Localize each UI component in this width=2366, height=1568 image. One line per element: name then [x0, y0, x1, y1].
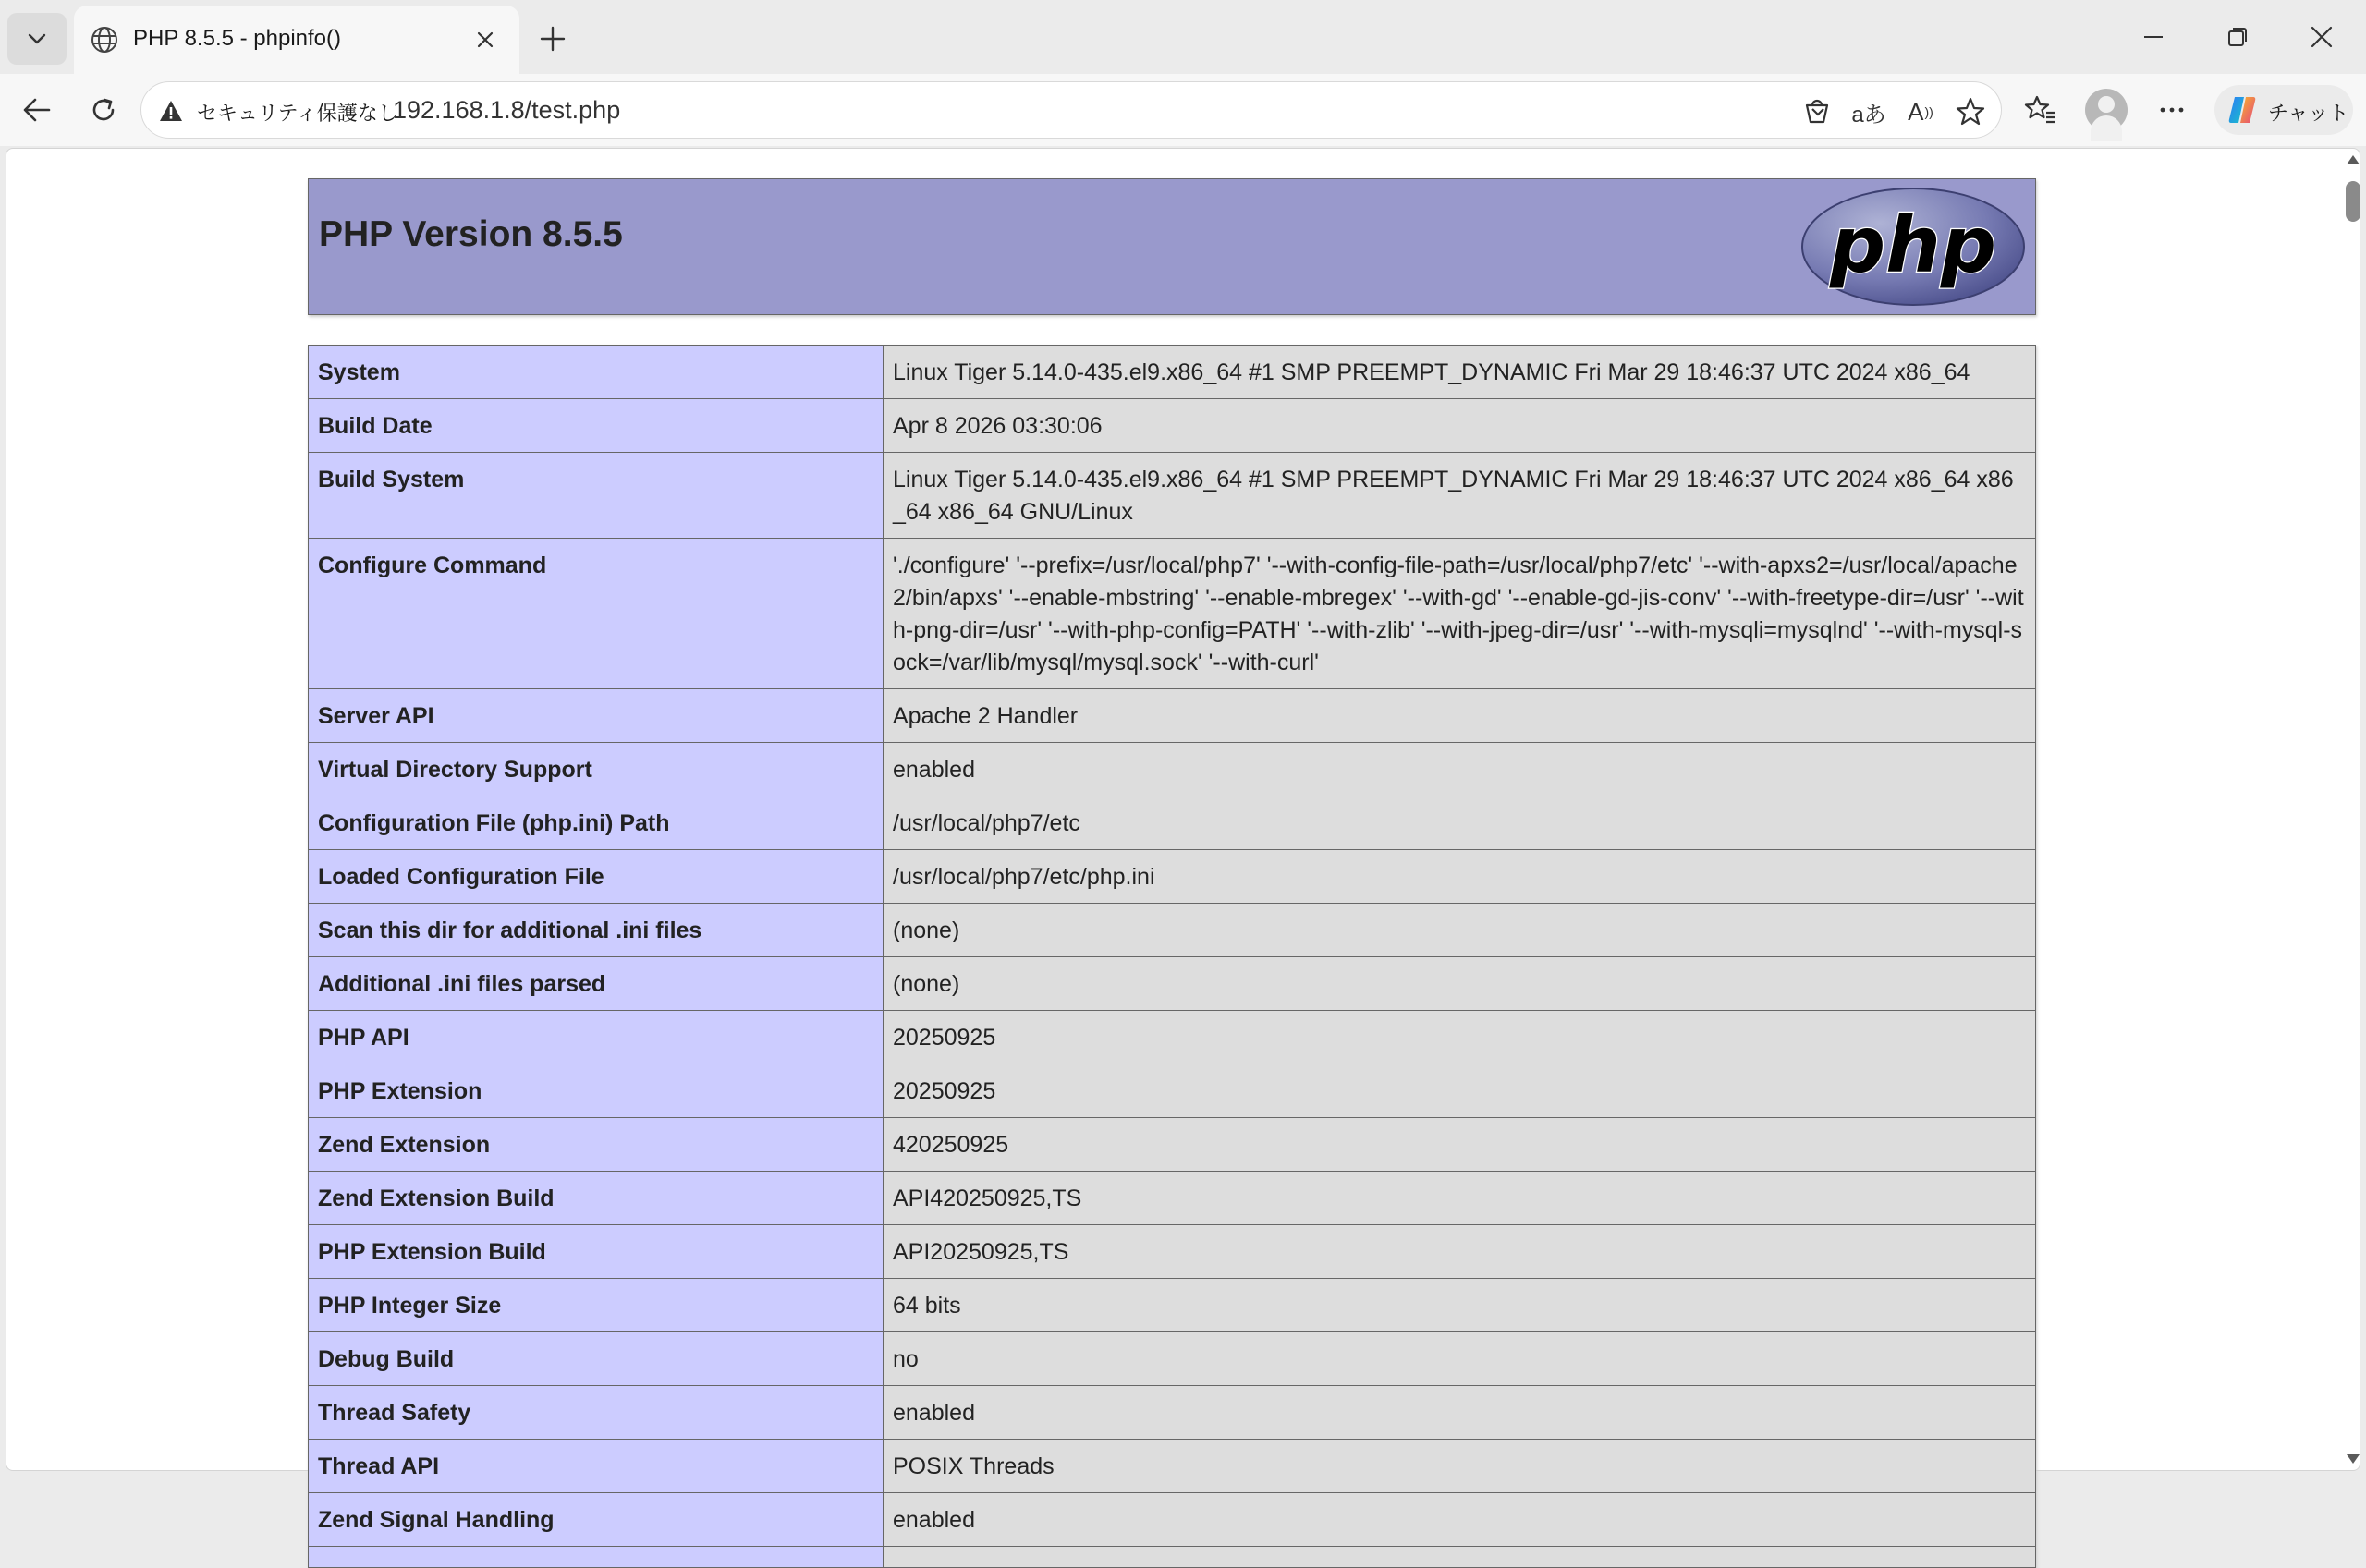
- minimize-icon: [2142, 26, 2165, 48]
- row-label: System: [309, 346, 884, 399]
- row-value: /usr/local/php7/etc/php.ini: [884, 850, 2036, 904]
- table-row: [309, 539, 2036, 689]
- table-row: [309, 1493, 2036, 1547]
- row-value: Apache 2 Handler: [884, 689, 2036, 743]
- chevron-down-icon: [25, 27, 49, 51]
- close-icon: [2310, 25, 2334, 49]
- table-row: [309, 1386, 2036, 1440]
- row-label: [309, 1547, 884, 1568]
- row-value: API420250925,TS: [884, 1172, 2036, 1225]
- globe-icon: [89, 24, 120, 55]
- minimize-button[interactable]: [2133, 17, 2174, 57]
- more-button[interactable]: [2150, 88, 2194, 132]
- profile-avatar[interactable]: [2085, 89, 2128, 131]
- table-row: [309, 796, 2036, 850]
- row-value: 20250925: [884, 1064, 2036, 1118]
- row-value: 64 bits: [884, 1279, 2036, 1332]
- tab-title: PHP 8.5.5 - phpinfo(): [133, 26, 342, 51]
- row-label: PHP API: [309, 1011, 884, 1064]
- row-value: (none): [884, 957, 2036, 1011]
- table-row: [309, 689, 2036, 743]
- row-label: Scan this dir for additional .ini files: [309, 904, 884, 957]
- row-label: Configuration File (php.ini) Path: [309, 796, 884, 850]
- back-arrow-icon: [21, 94, 53, 126]
- favorite-button[interactable]: [1953, 94, 1988, 129]
- browser-tab[interactable]: [74, 6, 519, 74]
- table-row: [309, 1225, 2036, 1279]
- close-icon: [475, 30, 495, 50]
- info-table-body: [309, 346, 2036, 1568]
- row-label: Loaded Configuration File: [309, 850, 884, 904]
- new-tab-button[interactable]: [532, 18, 573, 59]
- row-label: Configure Command: [309, 539, 884, 689]
- title-bar: [0, 0, 2366, 74]
- copilot-label: チャット: [2268, 102, 2349, 125]
- row-label: Virtual Directory Support: [309, 743, 884, 796]
- php-logo[interactable]: [1800, 187, 2026, 307]
- table-row: [309, 904, 2036, 957]
- row-label: Zend Extension: [309, 1118, 884, 1172]
- favorites-icon: [2024, 93, 2057, 127]
- translate-icon[interactable]: aあ: [1851, 102, 1886, 128]
- row-label: Zend Signal Handling: [309, 1493, 884, 1547]
- row-value: enabled: [884, 1493, 2036, 1547]
- read-aloud-waves: )): [1924, 104, 1933, 119]
- avatar-body: [2091, 115, 2122, 141]
- row-value: Linux Tiger 5.14.0-435.el9.x86_64 #1 SMP PREEMPT_DYNAMIC Fri Mar 29 18:46:37 UTC 2024 x86_64 x86_64 x86_64 GNU/Linux: [884, 453, 2036, 539]
- table-row: [309, 346, 2036, 399]
- row-label: Debug Build: [309, 1332, 884, 1386]
- row-label: Build Date: [309, 399, 884, 453]
- reload-button[interactable]: [83, 90, 124, 130]
- restore-icon: [2226, 26, 2249, 48]
- row-value: POSIX Threads: [884, 1440, 2036, 1493]
- row-label: Zend Extension Build: [309, 1172, 884, 1225]
- row-label: PHP Extension Build: [309, 1225, 884, 1279]
- scroll-up-arrow[interactable]: [2347, 155, 2360, 164]
- row-value: enabled: [884, 743, 2036, 796]
- copilot-chat-button[interactable]: [2214, 85, 2353, 135]
- row-value: [884, 1547, 2036, 1568]
- php-info-table: [308, 345, 2036, 1568]
- table-row: [309, 1332, 2036, 1386]
- row-label: PHP Integer Size: [309, 1279, 884, 1332]
- php-version-header: [308, 178, 2036, 315]
- warning-icon[interactable]: [158, 98, 184, 124]
- row-label: Server API: [309, 689, 884, 743]
- table-row: [309, 1440, 2036, 1493]
- table-row: [309, 1011, 2036, 1064]
- table-row: [309, 1172, 2036, 1225]
- page-title: PHP Version 8.5.5: [319, 214, 623, 254]
- favorites-button[interactable]: [2018, 88, 2063, 132]
- table-row: [309, 957, 2036, 1011]
- read-aloud-glyph: A: [1908, 97, 1924, 126]
- back-button[interactable]: [17, 90, 57, 130]
- table-row: [309, 453, 2036, 539]
- row-label: Build System: [309, 453, 884, 539]
- close-window-button[interactable]: [2301, 17, 2342, 57]
- tab-close-button[interactable]: [470, 24, 501, 55]
- table-row: [309, 1064, 2036, 1118]
- more-icon: [2157, 95, 2187, 125]
- table-row: [309, 1547, 2036, 1568]
- row-value: API20250925,TS: [884, 1225, 2036, 1279]
- row-value: './configure' '--prefix=/usr/local/php7' '--with-config-file-path=/usr/local/php7/etc' '--with-apxs2=/usr/local/apache2/bin/apxs' '--enable-mbstring' '--enable-mbregex' '--with-gd' '--enable-gd-jis-conv' '--with-freetype-dir=/usr' '--with-png-dir=/usr' '--with-php-config=PATH' '--with-zlib' '--with-jpeg-dir=/usr' '--with-mysqli=mysqlnd' '--with-mysql-sock=/var/lib/mysql/mysql.sock' '--with-curl': [884, 539, 2036, 689]
- browser-toolbar: [0, 74, 2366, 146]
- address-bar[interactable]: [140, 81, 2002, 139]
- row-label: Thread Safety: [309, 1386, 884, 1440]
- table-row: [309, 1118, 2036, 1172]
- row-label: PHP Extension: [309, 1064, 884, 1118]
- security-label[interactable]: セキュリティ保護なし: [197, 102, 398, 125]
- plus-icon: [539, 25, 567, 53]
- shopping-icon[interactable]: [1799, 94, 1835, 129]
- row-value: no: [884, 1332, 2036, 1386]
- row-label: Thread API: [309, 1440, 884, 1493]
- table-row: [309, 743, 2036, 796]
- restore-button[interactable]: [2217, 17, 2258, 57]
- star-icon: [1955, 96, 1986, 128]
- row-value: (none): [884, 904, 2036, 957]
- page-viewport[interactable]: [6, 148, 2360, 1533]
- row-value: 420250925: [884, 1118, 2036, 1172]
- vertical-scrollbar[interactable]: [2342, 148, 2362, 1471]
- row-value: Apr 8 2026 03:30:06: [884, 399, 2036, 453]
- row-value: /usr/local/php7/etc: [884, 796, 2036, 850]
- row-value: enabled: [884, 1386, 2036, 1440]
- table-row: [309, 850, 2036, 904]
- scrollbar-thumb[interactable]: [2346, 181, 2360, 222]
- row-label: Additional .ini files parsed: [309, 957, 884, 1011]
- phpinfo-page: [308, 178, 2036, 1568]
- url-text[interactable]: 192.168.1.8/test.php: [393, 96, 621, 124]
- php-logo-text: php: [1829, 200, 1997, 290]
- row-value: Linux Tiger 5.14.0-435.el9.x86_64 #1 SMP PREEMPT_DYNAMIC Fri Mar 29 18:46:37 UTC 2024 x86_64: [884, 346, 2036, 399]
- tab-actions-menu[interactable]: [7, 13, 67, 65]
- shopping-icon: [1801, 96, 1833, 128]
- reload-icon: [89, 95, 118, 125]
- table-row: [309, 399, 2036, 453]
- read-aloud-icon[interactable]: [1903, 94, 1938, 129]
- avatar-head: [2098, 96, 2115, 113]
- copilot-icon: [2226, 93, 2259, 127]
- table-row: [309, 1279, 2036, 1332]
- row-value: 20250925: [884, 1011, 2036, 1064]
- scroll-down-arrow[interactable]: [2347, 1454, 2360, 1464]
